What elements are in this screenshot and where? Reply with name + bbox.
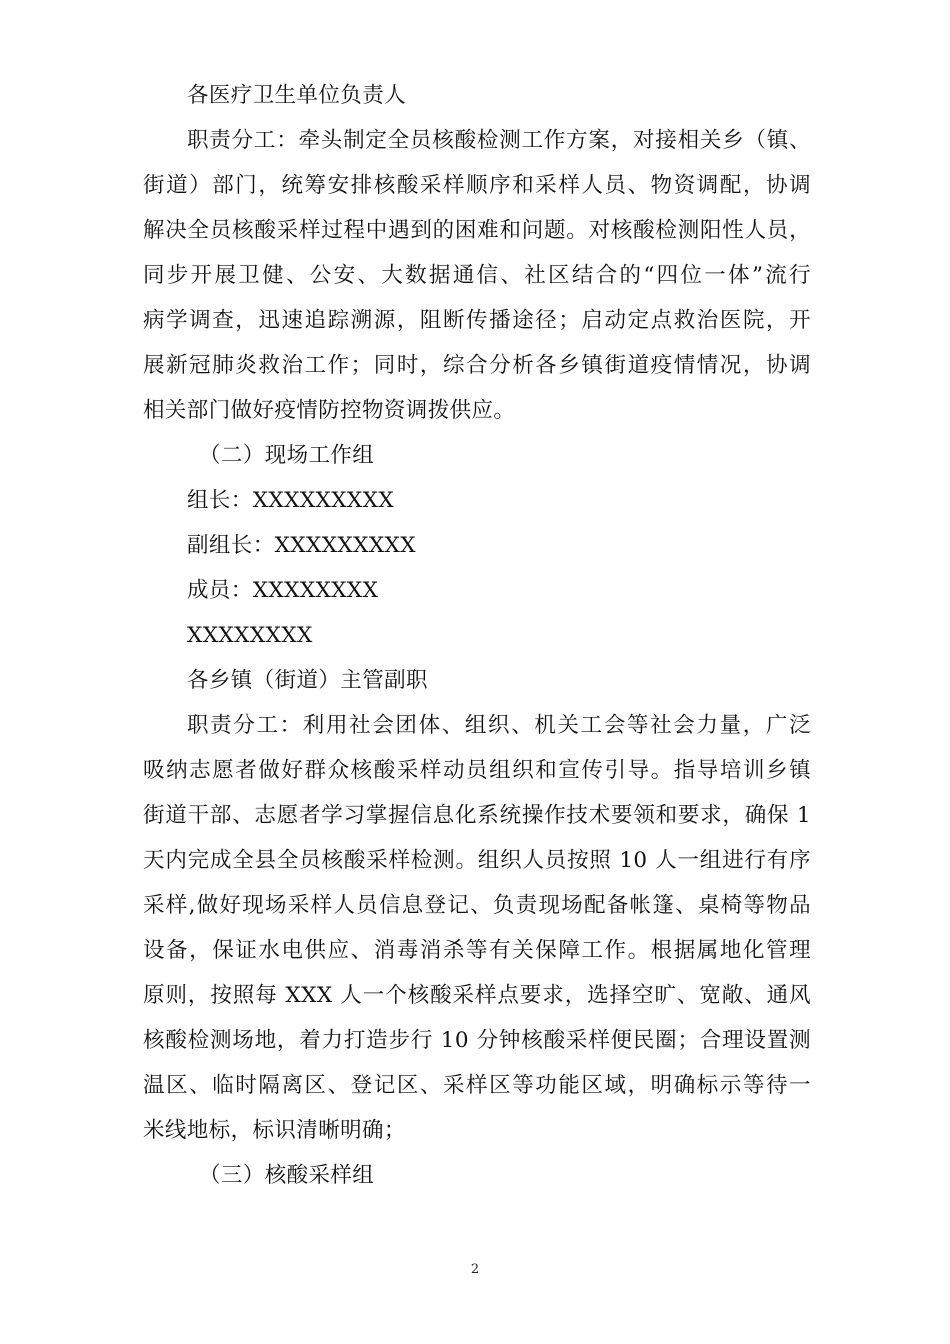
duty-paragraph-2-line: 吸纳志愿者做好群众核酸采样动员组织和宣传引导。指导培训乡镇 <box>143 758 811 783</box>
duty-paragraph-1-line: 病学调查，迅速追踪溯源，阻断传播途径；启动定点救治医院，开 <box>143 308 811 333</box>
duty-paragraph-1-line: 同步开展卫健、公安、大数据通信、社区结合的“四位一体”流行 <box>143 263 811 288</box>
document-body <box>143 73 811 1198</box>
duty-paragraph-2-line: 天内完成全县全员核酸采样检测。组织人员按照 10 人一组进行有序 <box>143 848 811 873</box>
duty-paragraph-2-line: 温区、临时隔离区、登记区、采样区等功能区域，明确标示等待一 <box>143 1073 811 1098</box>
duty-paragraph-2-line: 设备，保证水电供应、消毒消杀等有关保障工作。根据属地化管理 <box>143 938 811 963</box>
duty-paragraph-2-line: 米线地标，标识清晰明确； <box>143 1118 406 1143</box>
members-line: 成员：XXXXXXXX <box>187 578 379 603</box>
duty-paragraph-1-line: 街道）部门，统筹安排核酸采样顺序和采样人员、物资调配，协调 <box>143 173 811 198</box>
duty-paragraph-1-line: 展新冠肺炎救治工作；同时，综合分析各乡镇街道疫情情况，协调 <box>143 353 811 378</box>
page-number: 2 <box>470 1262 480 1277</box>
duty-paragraph-1-line: 相关部门做好疫情防控物资调拨供应。 <box>143 398 516 423</box>
section-heading-field-team: （二）现场工作组 <box>199 443 375 468</box>
duty-paragraph-2-line: 核酸检测场地，着力打造步行 10 分钟核酸采样便民圈；合理设置测 <box>143 1028 811 1053</box>
duty-paragraph-1-line: 解决全员核酸采样过程中遇到的困难和问题。对核酸检测阳性人员， <box>143 218 811 243</box>
duty-paragraph-2-line: 职责分工：利用社会团体、组织、机关工会等社会力量，广泛 <box>187 713 811 738</box>
duty-paragraph-2-line: 街道干部、志愿者学习掌握信息化系统操作技术要领和要求，确保 1 <box>143 803 811 828</box>
township-deputies-line: 各乡镇（街道）主管副职 <box>187 668 428 693</box>
deputy-leader-line: 副组长：XXXXXXXXX <box>187 533 416 558</box>
duty-paragraph-1-line: 职责分工：牵头制定全员核酸检测工作方案，对接相关乡（镇、 <box>187 128 811 153</box>
members-continued-line: XXXXXXXX <box>187 623 313 648</box>
section-heading-sampling-team: （三）核酸采样组 <box>199 1163 375 1188</box>
team-leader-line: 组长：XXXXXXXXX <box>187 488 395 513</box>
duty-paragraph-2-line: 原则，按照每 XXX 人一个核酸采样点要求，选择空旷、宽敞、通风 <box>143 983 811 1008</box>
duty-paragraph-2-line: 采样,做好现场采样人员信息登记、负责现场配备帐篷、桌椅等物品 <box>143 893 811 918</box>
responsible-units-line: 各医疗卫生单位负责人 <box>187 83 407 108</box>
